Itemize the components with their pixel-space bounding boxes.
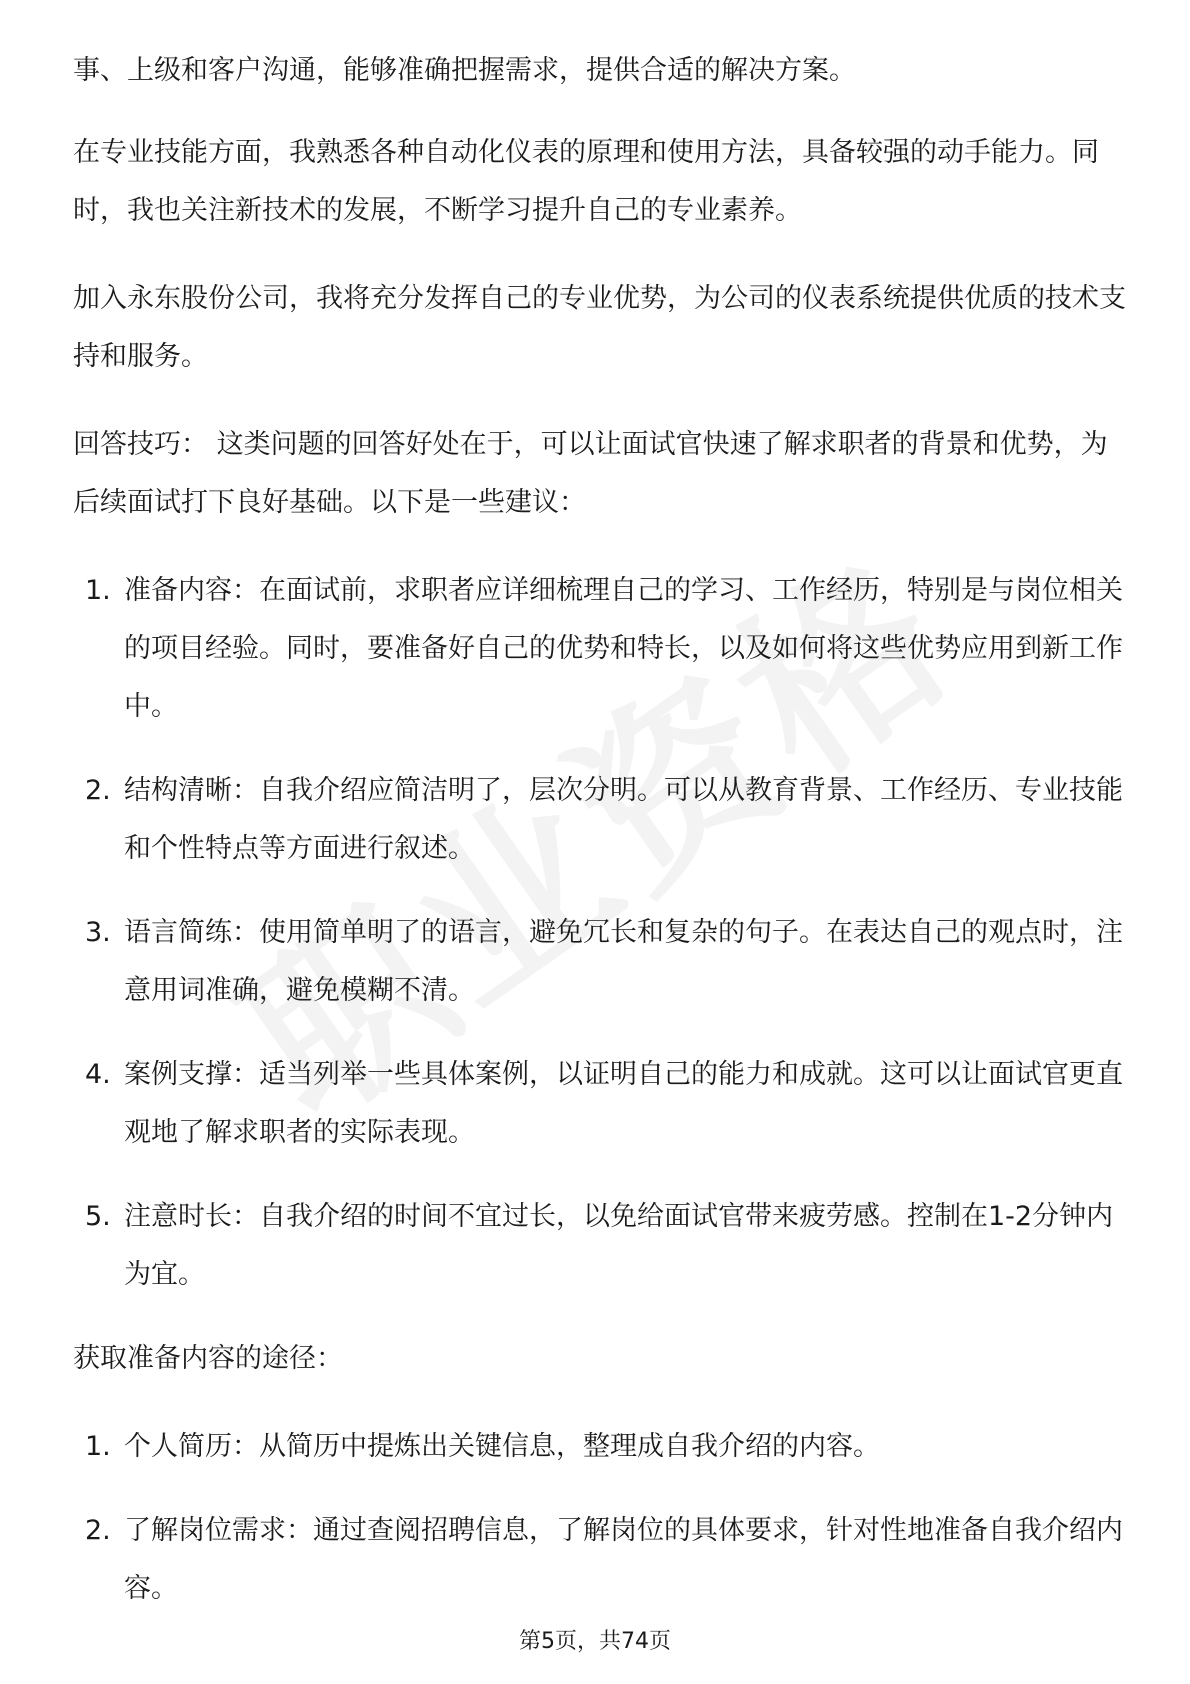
list-number: 4. xyxy=(85,1059,111,1090)
list-number: 2. xyxy=(85,775,111,806)
list-item xyxy=(73,1046,1133,1162)
paragraph-join-company: 加入永东股份公司，我将充分发挥自己的专业优势，为公司的仪表系统提供优质的技术支持和服务。 xyxy=(73,283,1126,372)
list-item xyxy=(73,904,1133,1020)
sources-heading: 获取准备内容的途径： xyxy=(73,1343,343,1374)
list-item xyxy=(73,762,1133,878)
list-text: 了解岗位需求：通过查阅招聘信息，了解岗位的具体要求，针对性地准备自我介绍内容。 xyxy=(124,1515,1123,1604)
sources-list xyxy=(73,1418,1133,1618)
list-number: 1. xyxy=(85,1431,111,1462)
list-text: 注意时长：自我介绍的时间不宜过长，以免给面试官带来疲劳感。控制在1-2分钟内为宜。 xyxy=(124,1201,1114,1290)
paragraph-skills: 在专业技能方面，我熟悉各种自动化仪表的原理和使用方法，具备较强的动手能力。同时，我也关注新技术的发展，不断学习提升自己的专业素养。 xyxy=(73,137,1099,226)
list-item xyxy=(73,562,1133,736)
list-number: 3. xyxy=(85,917,111,948)
paragraph-continuation: 事、上级和客户沟通，能够准确把握需求，提供合适的解决方案。 xyxy=(73,55,856,86)
list-item xyxy=(73,1418,1133,1476)
document-body xyxy=(73,42,1133,1644)
list-number: 1. xyxy=(85,575,111,606)
list-number: 2. xyxy=(85,1515,111,1546)
list-text: 个人简历：从简历中提炼出关键信息，整理成自我介绍的内容。 xyxy=(124,1431,880,1462)
list-number: 5. xyxy=(85,1201,111,1232)
list-text: 准备内容：在面试前，求职者应详细梳理自己的学习、工作经历，特别是与岗位相关的项目经验。同时，要准备好自己的优势和特长，以及如何将这些优势应用到新工作中。 xyxy=(124,575,1123,722)
list-item xyxy=(73,1502,1133,1618)
tips-list xyxy=(73,562,1133,1304)
list-item xyxy=(73,1188,1133,1304)
paragraph-answer-tips: 回答技巧： 这类问题的回答好处在于，可以让面试官快速了解求职者的背景和优势，为后续面试打下良好基础。以下是一些建议： xyxy=(73,429,1108,518)
list-text: 案例支撑：适当列举一些具体案例，以证明自己的能力和成就。这可以让面试官更直观地了解求职者的实际表现。 xyxy=(124,1059,1123,1148)
list-text: 语言简练：使用简单明了的语言，避免冗长和复杂的句子。在表达自己的观点时，注意用词准确，避免模糊不清。 xyxy=(124,917,1123,1006)
page-footer: 第5页，共74页 xyxy=(519,1629,671,1654)
list-text: 结构清晰：自我介绍应简洁明了，层次分明。可以从教育背景、工作经历、专业技能和个性特点等方面进行叙述。 xyxy=(124,775,1123,864)
